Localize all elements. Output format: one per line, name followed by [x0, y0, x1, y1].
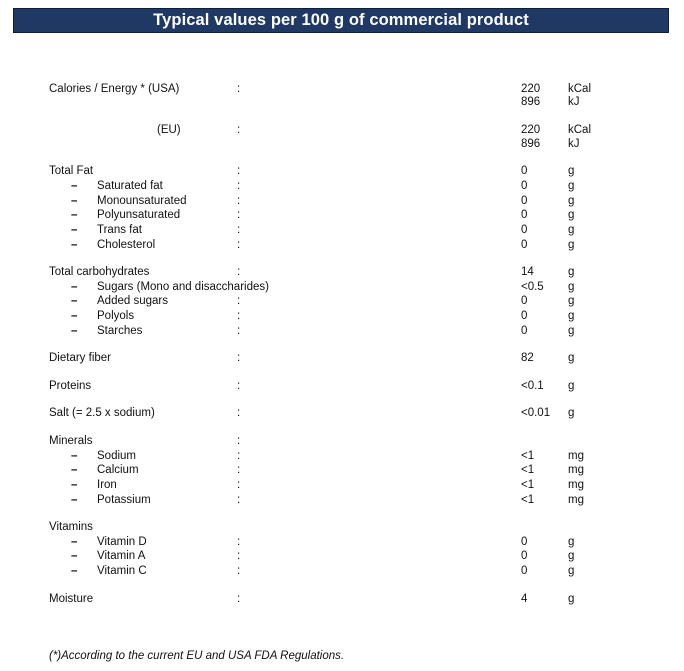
minerals-label: Minerals: [49, 435, 93, 447]
vitamin-item-row: [0, 564, 684, 579]
energy-eu-kcal-value: 220: [521, 124, 541, 136]
carbs-item-value: <0.5: [521, 281, 544, 293]
vitamin-item-unit: g: [568, 565, 575, 577]
page-title: Typical values per 100 g of commercial product: [153, 11, 529, 29]
energy-usa-kcal-unit: kCal: [568, 83, 592, 95]
fat-item-value: 0: [521, 209, 528, 221]
colon-separator: :: [237, 550, 241, 562]
fat-item-unit: g: [568, 224, 575, 236]
fat-item-label: Saturated fat: [97, 180, 163, 192]
carbs-item-row: [0, 324, 684, 339]
colon-separator: :: [237, 352, 241, 364]
colon-separator: :: [237, 450, 241, 462]
salt-label: Salt (= 2.5 x sodium): [49, 407, 155, 419]
carbs-item-row: [0, 280, 684, 295]
colon-separator: :: [237, 565, 241, 577]
colon-separator: :: [237, 124, 241, 136]
fat-item-label: Monounsaturated: [97, 195, 187, 207]
fat-item-label: Polyunsaturated: [97, 209, 181, 221]
mineral-item-label: Potassium: [97, 494, 151, 506]
mineral-item-unit: mg: [568, 464, 584, 476]
energy-eu-kj-row: [0, 137, 684, 152]
dash-bullet: –: [71, 550, 78, 562]
energy-eu-row: [0, 123, 684, 138]
energy-eu-label: (EU): [157, 124, 181, 136]
total-fat-row: [0, 164, 684, 179]
energy-usa-kcal-value: 220: [521, 83, 541, 95]
carbs-item-label: Polyols: [97, 310, 135, 322]
mineral-item-label: Calcium: [97, 464, 139, 476]
energy-usa-kj-value: 896: [521, 96, 541, 108]
mineral-item-value: <1: [521, 464, 535, 476]
mineral-item-unit: mg: [568, 494, 584, 506]
mineral-item-label: Iron: [97, 479, 117, 491]
colon-separator: :: [237, 266, 241, 278]
fat-item-value: 0: [521, 239, 528, 251]
dash-bullet: –: [71, 180, 78, 192]
energy-usa-label: Calories / Energy * (USA): [49, 83, 180, 95]
colon-separator: :: [237, 464, 241, 476]
vitamin-item-row: [0, 535, 684, 550]
mineral-item-row: [0, 493, 684, 508]
colon-separator: :: [237, 536, 241, 548]
colon-separator: :: [237, 325, 241, 337]
dash-bullet: –: [71, 224, 78, 236]
dietary-fiber-unit: g: [568, 352, 575, 364]
dash-bullet: –: [71, 325, 78, 337]
vitamin-item-value: 0: [521, 536, 528, 548]
vitamin-item-unit: g: [568, 536, 575, 548]
total-carbs-value: 14: [521, 266, 534, 278]
mineral-item-unit: mg: [568, 479, 584, 491]
dash-bullet: –: [71, 450, 78, 462]
mineral-item-value: <1: [521, 479, 535, 491]
fat-item-row: [0, 208, 684, 223]
vitamin-item-value: 0: [521, 565, 528, 577]
colon-separator: :: [237, 310, 241, 322]
fat-item-unit: g: [568, 180, 575, 192]
vitamin-item-label: Vitamin A: [97, 550, 146, 562]
vitamin-item-value: 0: [521, 550, 528, 562]
carbs-item-label: Sugars (Mono and disaccharides): [97, 281, 269, 293]
moisture-row: [0, 592, 684, 607]
fat-item-unit: g: [568, 195, 575, 207]
fat-item-value: 0: [521, 180, 528, 192]
dash-bullet: –: [71, 565, 78, 577]
carbs-item-unit: g: [568, 325, 575, 337]
moisture-value: 4: [521, 593, 528, 605]
fat-item-label: Cholesterol: [97, 239, 156, 251]
dash-bullet: –: [71, 494, 78, 506]
vitamins-row: [0, 520, 684, 535]
carbs-item-value: 0: [521, 310, 528, 322]
proteins-row: [0, 379, 684, 394]
colon-separator: :: [237, 239, 241, 251]
total-fat-label: Total Fat: [49, 165, 94, 177]
dash-bullet: –: [71, 464, 78, 476]
carbs-item-unit: g: [568, 295, 575, 307]
dash-bullet: –: [71, 310, 78, 322]
total-fat-value: 0: [521, 165, 528, 177]
total-carbs-row: [0, 265, 684, 280]
carbs-item-label: Starches: [97, 325, 143, 337]
dash-bullet: –: [71, 195, 78, 207]
dietary-fiber-value: 82: [521, 352, 534, 364]
footnote: (*)According to the current EU and USA FDA Regulations.: [49, 650, 345, 662]
fat-item-row: [0, 194, 684, 209]
energy-eu-kj-unit: kJ: [568, 138, 580, 150]
colon-separator: :: [237, 209, 241, 221]
colon-separator: :: [237, 479, 241, 491]
energy-usa-kj-unit: kJ: [568, 96, 580, 108]
fat-item-row: [0, 238, 684, 253]
colon-separator: :: [237, 295, 241, 307]
dash-bullet: –: [71, 479, 78, 491]
carbs-item-row: [0, 294, 684, 309]
colon-separator: :: [237, 195, 241, 207]
dash-bullet: –: [71, 209, 78, 221]
energy-eu-kj-value: 896: [521, 138, 541, 150]
vitamins-label: Vitamins: [49, 521, 93, 533]
fat-item-row: [0, 179, 684, 194]
total-carbs-label: Total carbohydrates: [49, 266, 150, 278]
fat-item-value: 0: [521, 224, 528, 236]
colon-separator: :: [237, 83, 241, 95]
colon-separator: :: [237, 380, 241, 392]
dash-bullet: –: [71, 536, 78, 548]
moisture-unit: g: [568, 593, 575, 605]
salt-unit: g: [568, 407, 575, 419]
proteins-value: <0.1: [521, 380, 544, 392]
vitamin-item-unit: g: [568, 550, 575, 562]
minerals-row: [0, 434, 684, 449]
moisture-label: Moisture: [49, 593, 94, 605]
total-fat-unit: g: [568, 165, 575, 177]
salt-row: [0, 406, 684, 421]
colon-separator: :: [237, 407, 241, 419]
mineral-item-row: [0, 463, 684, 478]
salt-value: <0.01: [521, 407, 551, 419]
colon-separator: :: [237, 435, 241, 447]
mineral-item-value: <1: [521, 450, 535, 462]
energy-usa-kj-row: [0, 95, 684, 110]
fat-item-label: Trans fat: [97, 224, 142, 236]
dash-bullet: –: [71, 295, 78, 307]
carbs-item-unit: g: [568, 281, 575, 293]
carbs-item-row: [0, 309, 684, 324]
dash-bullet: –: [71, 239, 78, 251]
colon-separator: :: [237, 180, 241, 192]
colon-separator: :: [237, 593, 241, 605]
colon-separator: :: [237, 165, 241, 177]
proteins-label: Proteins: [49, 380, 92, 392]
mineral-item-row: [0, 478, 684, 493]
mineral-item-row: [0, 449, 684, 464]
carbs-item-value: 0: [521, 325, 528, 337]
mineral-item-value: <1: [521, 494, 535, 506]
vitamin-item-label: Vitamin D: [97, 536, 147, 548]
fat-item-value: 0: [521, 195, 528, 207]
dash-bullet: –: [71, 281, 78, 293]
colon-separator: :: [237, 494, 241, 506]
vitamin-item-row: [0, 549, 684, 564]
proteins-unit: g: [568, 380, 575, 392]
header-bar: [13, 8, 669, 33]
colon-separator: :: [237, 224, 241, 236]
energy-eu-kcal-unit: kCal: [568, 124, 592, 136]
carbs-item-label: Added sugars: [97, 295, 168, 307]
mineral-item-unit: mg: [568, 450, 584, 462]
fat-item-row: [0, 223, 684, 238]
dietary-fiber-row: [0, 351, 684, 366]
fat-item-unit: g: [568, 239, 575, 251]
carbs-item-value: 0: [521, 295, 528, 307]
dietary-fiber-label: Dietary fiber: [49, 352, 111, 364]
fat-item-unit: g: [568, 209, 575, 221]
vitamin-item-label: Vitamin C: [97, 565, 147, 577]
carbs-item-unit: g: [568, 310, 575, 322]
total-carbs-unit: g: [568, 266, 575, 278]
mineral-item-label: Sodium: [97, 450, 136, 462]
